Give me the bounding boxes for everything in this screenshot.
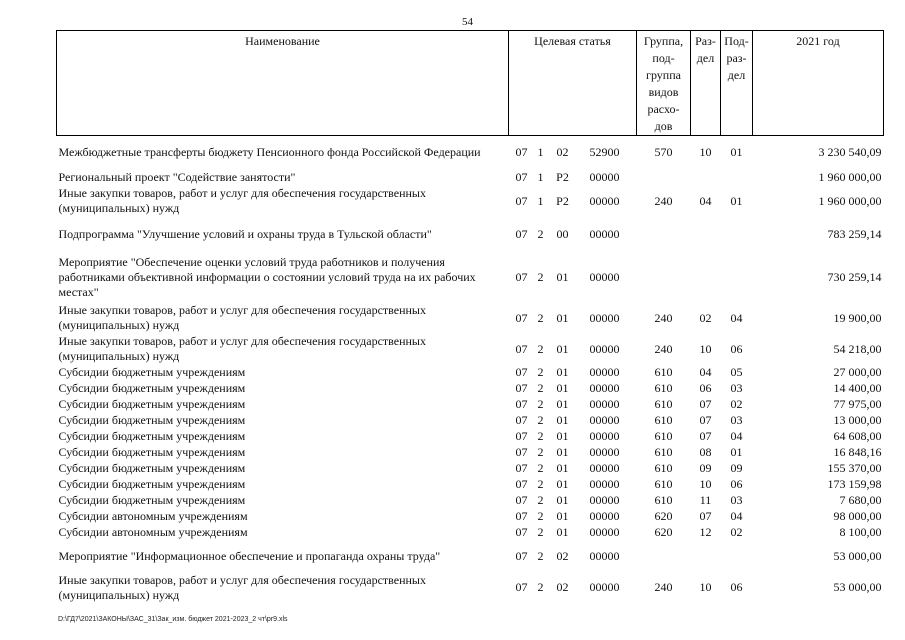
target-article-part: 02 [556,549,569,563]
row-name: Субсидии бюджетным учреждениям [58,477,246,491]
target-article-part: 2 [537,580,544,594]
target-article-part: 07 [515,429,528,443]
header-subsection: Под- раз- дел [721,31,753,136]
row-name: Субсидии бюджетным учреждениям [58,397,246,411]
table-row [57,253,884,303]
row-group [637,217,691,253]
target-article-part: 00000 [589,445,620,459]
target-article-part: 01 [556,381,569,395]
target-article-part: 01 [556,445,569,459]
row-subsection: 03 [730,493,743,507]
target-article-part: 07 [515,193,528,208]
target-article-part: 00000 [589,381,620,395]
target-article-part: 07 [515,341,528,356]
target-article-part: 01 [556,341,569,356]
row-section [691,217,721,253]
table-row [57,445,884,461]
target-article-part: 01 [556,429,569,443]
row-section: 10 [699,580,712,594]
row-target-article [509,573,637,603]
row-name: Субсидии бюджетным учреждениям [58,413,246,427]
row-name: Субсидии бюджетным учреждениям [58,461,246,475]
target-article-part: 07 [515,461,528,475]
target-article-part: 00000 [589,365,620,379]
row-target-article [509,136,637,170]
row-subsection [721,217,753,253]
table-row [57,429,884,445]
row-subsection: 04 [730,509,743,523]
row-section: 07 [699,429,712,443]
target-article-part: 01 [556,509,569,523]
row-section: 08 [699,445,712,459]
target-article-part: 2 [537,429,544,443]
target-article-part: 00000 [589,525,620,539]
target-article-part: 00000 [589,429,620,443]
row-target-article [509,365,637,381]
target-article-part: 2 [537,310,544,325]
row-amount: 53 000,00 [833,580,882,594]
row-target-article [509,170,637,186]
row-amount: 27 000,00 [833,365,882,379]
row-group: 610 [654,477,673,491]
row-amount: 173 159,98 [827,477,882,491]
target-article-part: 00000 [589,310,620,325]
row-amount: 155 370,00 [827,461,882,475]
row-group: 240 [654,310,673,325]
row-target-article [509,429,637,445]
row-target-article [509,217,637,253]
row-section: 07 [699,413,712,427]
row-subsection: 01 [730,445,743,459]
table-row [57,303,884,334]
row-section: 09 [699,461,712,475]
target-article-part: 01 [556,270,569,284]
row-target-article [509,186,637,217]
row-amount: 8 100,00 [839,525,882,539]
row-group: 240 [654,341,673,356]
table-row [57,170,884,186]
target-article-part: 07 [515,413,528,427]
row-group [637,170,691,186]
target-article-part: 07 [515,170,528,184]
row-name: Субсидии бюджетным учреждениям [58,381,246,395]
row-subsection: 06 [730,477,743,491]
row-target-article [509,477,637,493]
row-amount: 16 848,16 [833,445,882,459]
row-subsection: 01 [730,193,743,208]
table-row [57,334,884,365]
row-amount: 54 218,00 [833,341,882,356]
row-subsection: 03 [730,381,743,395]
row-group: 610 [654,493,673,507]
target-article-part: 2 [537,270,544,284]
row-group [637,253,691,303]
header-section: Раз- дел [691,31,721,136]
row-name: Субсидии бюджетным учреждениям [58,429,246,443]
row-name: Иные закупки товаров, работ и услуг для обеспечения государственных (муниципальных) нужд [58,572,426,602]
target-article-part: 01 [556,413,569,427]
target-article-part: 07 [515,525,528,539]
row-amount: 783 259,14 [827,227,882,241]
target-article-part: 02 [556,580,569,594]
row-section: 10 [699,341,712,356]
target-article-part: 07 [515,365,528,379]
row-section: 07 [699,397,712,411]
row-section [691,253,721,303]
target-article-part: 07 [515,549,528,563]
row-subsection: 05 [730,365,743,379]
target-article-part: 2 [537,549,544,563]
target-article-part: 01 [556,310,569,325]
target-article-part: 01 [556,477,569,491]
row-name: Иные закупки товаров, работ и услуг для обеспечения государственных (муниципальных) нужд [58,303,426,332]
table-header-row [57,31,884,136]
target-article-part: 01 [556,525,569,539]
row-subsection: 06 [730,341,743,356]
row-name: Иные закупки товаров, работ и услуг для обеспечения государственных (муниципальных) нужд [58,186,426,215]
row-group: 240 [654,580,673,594]
row-amount: 1 960 000,00 [818,170,882,184]
row-amount: 7 680,00 [839,493,882,507]
target-article-part: 2 [537,461,544,475]
row-name: Субсидии автономным учреждениям [58,509,248,523]
target-article-part: 01 [556,461,569,475]
row-target-article [509,253,637,303]
table-row [57,525,884,541]
target-article-part: 07 [515,580,528,594]
row-section: 12 [699,525,712,539]
row-name: Подпрограмма "Улучшение условий и охраны труда в Тульской области" [58,227,432,241]
header-target: Целевая статья [509,31,637,136]
target-article-part: 2 [537,397,544,411]
target-article-part: 00000 [589,493,620,507]
target-article-part: 00000 [589,477,620,491]
row-subsection: 06 [730,580,743,594]
target-article-part: 07 [515,493,528,507]
row-section [691,541,721,573]
row-group: 240 [654,193,673,208]
target-article-part: 07 [515,381,528,395]
row-section: 11 [699,493,712,507]
row-group: 610 [654,461,673,475]
target-article-part: 07 [515,477,528,491]
row-target-article [509,413,637,429]
row-target-article [509,461,637,477]
row-section: 07 [699,509,712,523]
row-target-article [509,381,637,397]
row-target-article [509,509,637,525]
target-article-part: 01 [556,365,569,379]
row-group: 610 [654,429,673,443]
row-section: 04 [699,365,712,379]
row-section [691,170,721,186]
table-row [57,365,884,381]
row-amount: 3 230 540,09 [818,145,882,160]
row-subsection: 09 [730,461,743,475]
target-article-part: 00000 [589,413,620,427]
target-article-part: 1 [537,145,544,160]
target-article-part: 01 [556,493,569,507]
row-subsection [721,253,753,303]
table-row [57,493,884,509]
row-subsection: 04 [730,310,743,325]
budget-table [56,30,884,603]
table-row [57,413,884,429]
target-article-part: P2 [556,170,569,184]
table-row [57,381,884,397]
row-target-article [509,303,637,334]
target-article-part: 2 [537,493,544,507]
row-amount: 13 000,00 [833,413,882,427]
row-amount: 98 000,00 [833,509,882,523]
row-subsection: 02 [730,397,743,411]
row-subsection: 03 [730,413,743,427]
row-group: 620 [654,509,673,523]
target-article-part: 07 [515,445,528,459]
target-article-part: 00000 [589,461,620,475]
target-article-part: 00 [556,227,569,241]
row-name: Региональный проект "Содействие занятости" [58,170,296,184]
row-name: Мероприятие "Обеспечение оценки условий труда работников и получения работниками объективной информации о состоянии условий труда на их рабочих местах" [58,255,476,299]
row-group: 610 [654,413,673,427]
target-article-part: 00000 [589,580,620,594]
target-article-part: 2 [537,381,544,395]
row-name: Субсидии бюджетным учреждениям [58,445,246,459]
row-name: Субсидии бюджетным учреждениям [58,365,246,379]
table-row [57,509,884,525]
row-amount: 730 259,14 [827,270,882,284]
target-article-part: 2 [537,341,544,356]
row-amount: 1 960 000,00 [818,193,882,208]
row-subsection [721,541,753,573]
row-name: Субсидии автономным учреждениям [58,525,248,539]
target-article-part: 00000 [589,341,620,356]
target-article-part: 2 [537,365,544,379]
header-year: 2021 год [753,31,884,136]
target-article-part: 00000 [589,509,620,523]
row-section: 04 [699,193,712,208]
target-article-part: P2 [556,193,569,208]
footer-file-path: D:\ГД7\2021\ЗАКОНЫ\ЗАС_31\Зак_изм. бюджет 2021-2023_2 чт\pr9.xls [58,616,288,623]
row-section: 10 [699,477,712,491]
row-name: Иные закупки товаров, работ и услуг для обеспечения государственных (муниципальных) нужд [58,334,426,363]
table-row [57,397,884,413]
row-group: 610 [654,381,673,395]
table-row [57,477,884,493]
row-section: 06 [699,381,712,395]
row-target-article [509,541,637,573]
table-row [57,461,884,477]
row-target-article [509,445,637,461]
target-article-part: 00000 [589,170,620,184]
target-article-part: 00000 [589,193,620,208]
row-name: Межбюджетные трансферты бюджету Пенсионного фонда Российской Федерации [58,145,481,160]
table-row [57,541,884,573]
row-group: 610 [654,365,673,379]
row-name: Субсидии бюджетным учреждениям [58,493,246,507]
row-group: 620 [654,525,673,539]
target-article-part: 2 [537,445,544,459]
target-article-part: 2 [537,525,544,539]
row-subsection [721,170,753,186]
target-article-part: 07 [515,270,528,284]
target-article-part: 07 [515,227,528,241]
row-target-article [509,525,637,541]
row-group: 610 [654,397,673,411]
target-article-part: 2 [537,509,544,523]
target-article-part: 02 [556,145,569,160]
row-section: 02 [699,310,712,325]
row-group: 610 [654,445,673,459]
table-row [57,573,884,603]
target-article-part: 1 [537,170,544,184]
target-article-part: 00000 [589,227,620,241]
target-article-part: 07 [515,145,528,160]
row-subsection: 02 [730,525,743,539]
header-name: Наименование [57,31,509,136]
target-article-part: 52900 [589,145,620,160]
row-target-article [509,493,637,509]
row-amount: 77 975,00 [833,397,882,411]
row-subsection: 04 [730,429,743,443]
target-article-part: 2 [537,413,544,427]
row-subsection: 01 [730,145,743,160]
row-group [637,541,691,573]
page-number: 54 [462,16,473,28]
row-amount: 64 608,00 [833,429,882,443]
row-section: 10 [699,145,712,160]
target-article-part: 07 [515,509,528,523]
target-article-part: 01 [556,397,569,411]
target-article-part: 07 [515,397,528,411]
table-row [57,186,884,217]
target-article-part: 00000 [589,270,620,284]
row-amount: 53 000,00 [833,549,882,563]
table-row [57,136,884,170]
row-target-article [509,397,637,413]
target-article-part: 2 [537,477,544,491]
table-row [57,217,884,253]
row-name: Мероприятие "Информационное обеспечение и пропаганда охраны труда" [58,549,441,563]
row-group: 570 [654,145,673,160]
target-article-part: 00000 [589,549,620,563]
row-target-article [509,334,637,365]
row-amount: 14 400,00 [833,381,882,395]
target-article-part: 2 [537,227,544,241]
row-amount: 19 900,00 [833,310,882,325]
header-group: Группа, под- группа видов расхо- дов [637,31,691,136]
target-article-part: 07 [515,310,528,325]
target-article-part: 1 [537,193,544,208]
target-article-part: 00000 [589,397,620,411]
